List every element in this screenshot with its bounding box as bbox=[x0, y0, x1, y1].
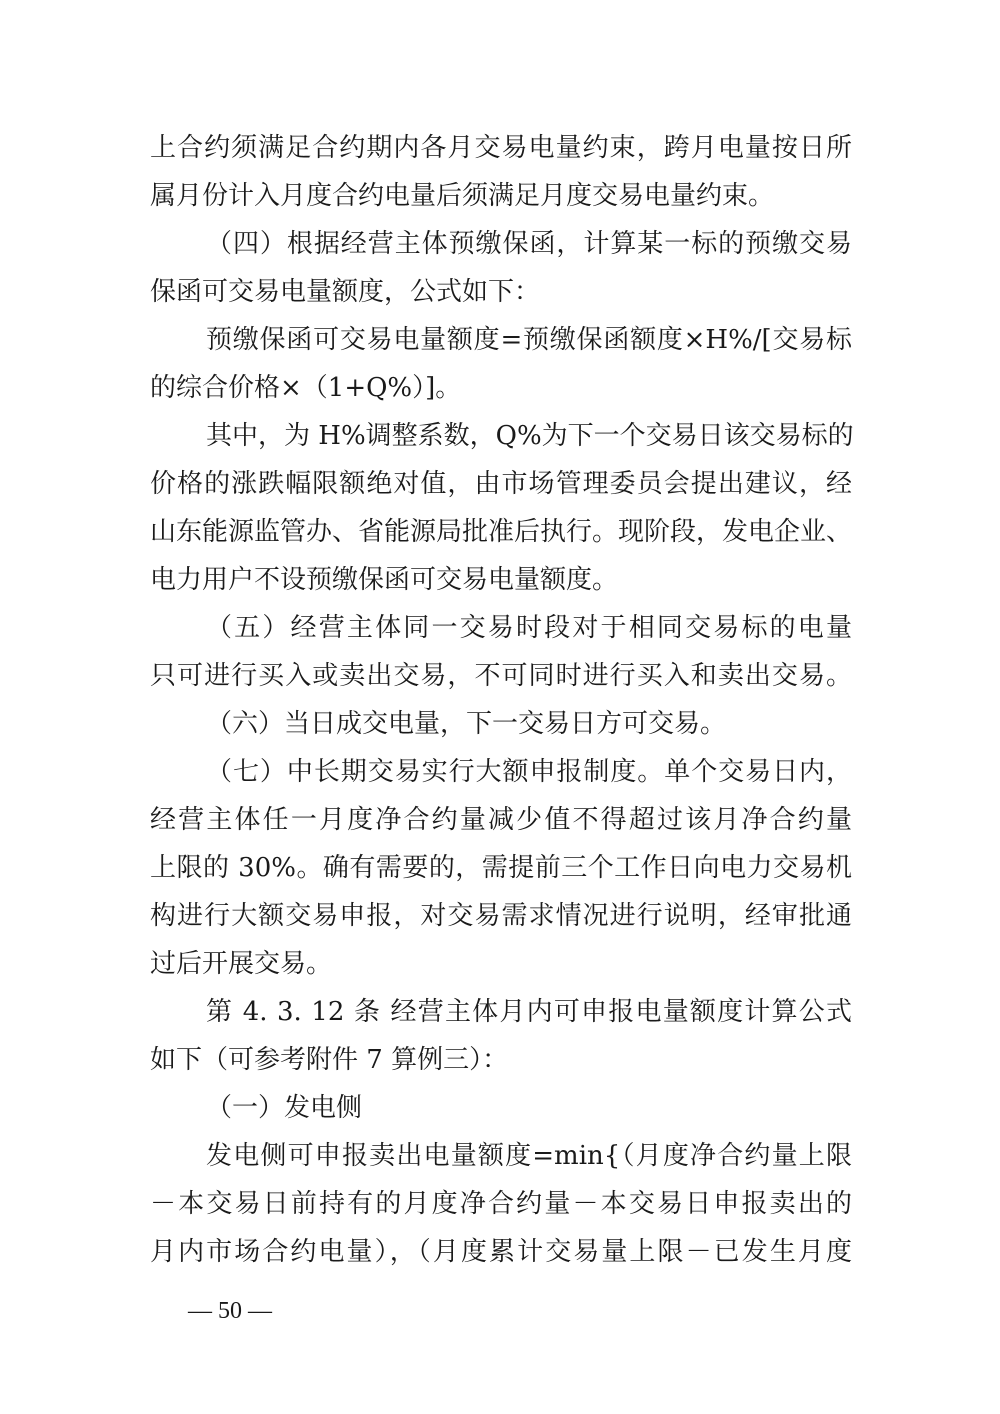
text-line: 月内市场合约电量），（月度累计交易量上限－已发生月度 bbox=[150, 1237, 852, 1267]
text-line: 电力用户不设预缴保函可交易电量额度。 bbox=[150, 565, 619, 595]
text-line: 发电侧可申报卖出电量额度=min{（月度净合约量上限 bbox=[206, 1141, 852, 1171]
text-line: 保函可交易电量额度，公式如下： bbox=[150, 277, 541, 307]
document-body bbox=[150, 124, 852, 1276]
paragraph bbox=[150, 412, 852, 604]
page-number: — 50 — bbox=[188, 1298, 272, 1324]
text-line: 第 4. 3. 12 条 经营主体月内可申报电量额度计算公式 bbox=[206, 997, 852, 1027]
text-line: （六）当日成交电量，下一交易日方可交易。 bbox=[206, 709, 727, 739]
text-line: 预缴保函可交易电量额度=预缴保函额度×H%/[交易标 bbox=[206, 325, 852, 355]
text-line: 属月份计入月度合约电量后须满足月度交易电量约束。 bbox=[150, 181, 775, 211]
text-line: 过后开展交易。 bbox=[150, 949, 333, 979]
text-line: 价格的涨跌幅限额绝对值，由市场管理委员会提出建议，经 bbox=[150, 469, 852, 499]
text-line: 的综合价格×（1+Q%）]。 bbox=[150, 373, 462, 403]
paragraph bbox=[150, 700, 852, 748]
text-line: 经营主体任一月度净合约量减少值不得超过该月净合约量 bbox=[150, 805, 852, 835]
paragraph bbox=[150, 604, 852, 700]
formula-paragraph bbox=[150, 1132, 852, 1276]
text-line: 上限的 30%。确有需要的，需提前三个工作日向电力交易机 bbox=[150, 853, 852, 883]
formula-paragraph bbox=[150, 316, 852, 412]
text-line: 其中，为 H%调整系数，Q%为下一个交易日该交易标的 bbox=[206, 421, 854, 451]
text-line: 如下（可参考附件 7 算例三）： bbox=[150, 1045, 509, 1075]
text-line: （四）根据经营主体预缴保函，计算某一标的预缴交易 bbox=[206, 229, 852, 259]
text-line: （一）发电侧 bbox=[206, 1093, 363, 1123]
text-line: 只可进行买入或卖出交易，不可同时进行买入和卖出交易。 bbox=[150, 661, 852, 691]
text-line: 构进行大额交易申报，对交易需求情况进行说明，经审批通 bbox=[150, 901, 852, 931]
subheading bbox=[150, 1084, 852, 1132]
text-line: （五）经营主体同一交易时段对于相同交易标的电量 bbox=[206, 613, 852, 643]
paragraph bbox=[150, 124, 852, 220]
text-line: 山东能源监管办、省能源局批准后执行。现阶段，发电企业、 bbox=[150, 517, 853, 547]
article-paragraph bbox=[150, 988, 852, 1084]
paragraph bbox=[150, 748, 852, 988]
text-line: －本交易日前持有的月度净合约量－本交易日申报卖出的 bbox=[150, 1189, 852, 1219]
paragraph bbox=[150, 220, 852, 316]
text-line: （七）中长期交易实行大额申报制度。单个交易日内， bbox=[206, 757, 852, 787]
text-line: 上合约须满足合约期内各月交易电量约束，跨月电量按日所 bbox=[150, 133, 852, 163]
